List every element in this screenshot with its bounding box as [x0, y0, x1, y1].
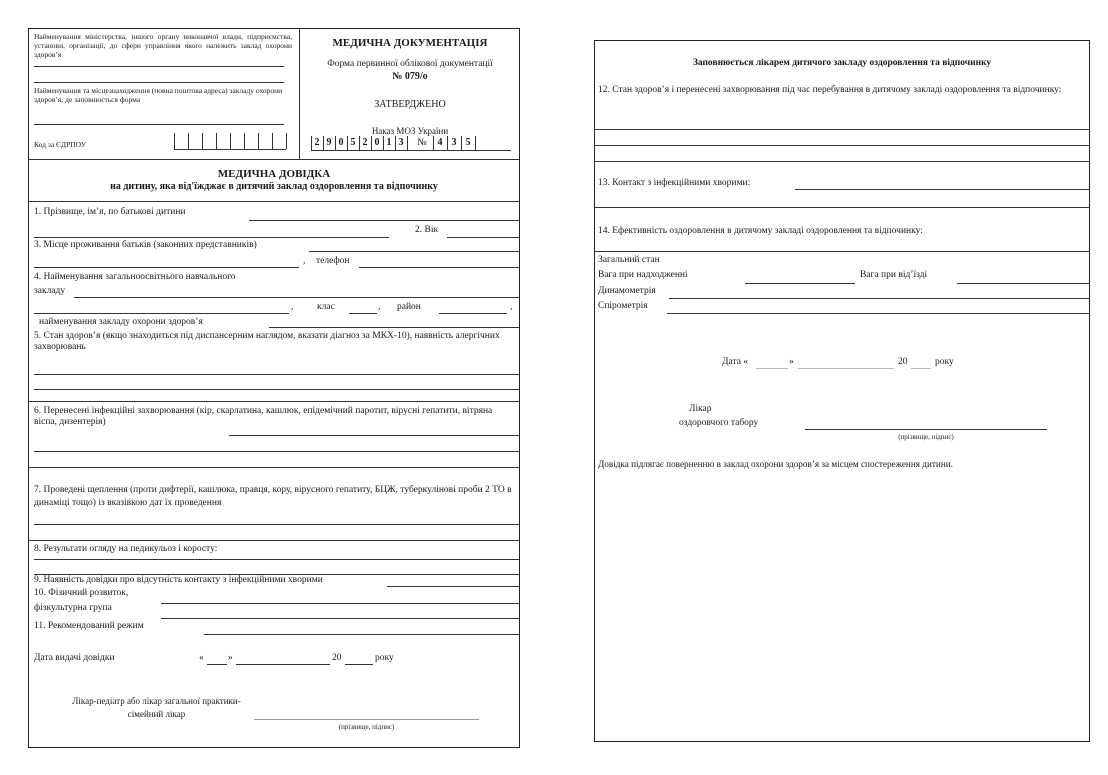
field-4-label-2: закладу — [34, 286, 66, 296]
field-5-label: 5. Стан здоров’я (якщо знаходиться під диспансерним наглядом, вказати діагноз за МКХ-10), наявність алергічних захворювань — [34, 331, 500, 352]
order-date-digit: 3 — [398, 137, 404, 148]
year-line[interactable] — [911, 368, 931, 369]
field-12-label: 12. Стан здоров’я і перенесені захворювання під час перебування в дитячому закладі оздоровлення та відпочинку: — [598, 85, 1062, 95]
order-number-digit: 5 — [465, 137, 471, 148]
district-line[interactable] — [439, 313, 507, 314]
field-6-label: 6. Перенесені інфекційні захворювання (кір, скарлатина, кашлюк, епідемічний паротит, вірусні гепатити, вітряна віспа, дизентерія) — [34, 406, 493, 427]
camp-doctor-label-2: оздоровчого табору — [679, 418, 759, 428]
order-date-digit: 9 — [326, 137, 332, 148]
weight-out-label: Вага при від’їзді — [860, 270, 928, 280]
phone-label: телефон — [316, 256, 350, 266]
field-12-line-3[interactable] — [595, 161, 1089, 162]
field-11-label: 11. Рекомендований режим — [34, 621, 144, 631]
dynamometry-label: Динамометрія — [598, 286, 656, 296]
doctor-label-2: сімейний лікар — [127, 709, 186, 719]
field-1-label: 1. Прізвище, ім’я, по батькові дитини — [34, 207, 186, 217]
month-line[interactable] — [798, 368, 894, 369]
section-divider — [29, 401, 519, 402]
quote-close: » — [789, 357, 794, 367]
comma: , — [378, 302, 381, 312]
comma: , — [510, 302, 513, 312]
doc-subtitle: на дитину, яка від'їжджає в дитячий заклад оздоровлення та відпочинку — [110, 181, 438, 192]
date-label: Дата « — [722, 357, 749, 367]
field-11-line[interactable] — [204, 634, 519, 635]
quote-open: « — [199, 653, 204, 663]
age-line[interactable] — [447, 237, 519, 238]
section-divider — [29, 467, 519, 468]
comma: , — [291, 302, 294, 312]
doctor-label: Лікар-педіатр або лікар загальної практики- — [72, 696, 241, 706]
month-line[interactable] — [236, 664, 330, 665]
school-line-2[interactable] — [34, 313, 289, 314]
signature-caption: (прізвище, підпис) — [338, 723, 395, 731]
field-8-label: 8. Результати огляду на педикульоз і коросту: — [34, 544, 218, 554]
year-prefix: 20 — [332, 653, 342, 663]
ministry-label: Найменування міністерства, іншого органу виконавчої влади, підприємства, установи, організації, до сфери управління якого належить заклад охорони здоров’я — [34, 32, 292, 59]
camp-doctor-label: Лікар — [689, 404, 712, 414]
spirometry-label: Спірометрія — [598, 301, 648, 311]
right-form-page — [594, 40, 1090, 742]
med-doc-title: МЕДИЧНА ДОКУМЕНТАЦІЯ — [332, 37, 488, 49]
facility-label: Найменування та місцезнаходження (повна поштова адреса) закладу охорони здоров’я, де заповнюється форма — [34, 86, 283, 104]
field-1-line-2[interactable] — [34, 237, 389, 238]
field-2-label: 2. Вік — [415, 225, 439, 235]
ministry-line-2[interactable] — [34, 82, 284, 83]
field-7-label: 7. Проведені щеплення (проти дифтерії, кашлюка, правця, кору, вірусного гепатиту, БЦЖ, туберкулінові проби 2 ТО в динаміці тощо) із вказівкою дат їх проведення — [34, 485, 512, 508]
year-suffix: року — [935, 357, 954, 367]
order-date-digit: 0 — [338, 137, 344, 148]
ministry-line[interactable] — [34, 66, 284, 67]
footer-note: Довідка підлягає поверненню в заклад охорони здоров’я за місцем спостереження дитини. — [598, 459, 953, 469]
day-line[interactable] — [756, 368, 788, 369]
field-9-label: 9. Наявність довідки про відсутність контакту з інфекційними хворими — [34, 575, 323, 585]
title-bottom-line — [29, 201, 519, 202]
field-6-line[interactable] — [229, 435, 519, 436]
field-9-line[interactable] — [387, 586, 519, 587]
year-suffix: року — [375, 653, 394, 663]
edrpou-label: Код за ЄДРПОУ — [34, 140, 86, 149]
field-5-line[interactable] — [34, 374, 519, 375]
facility-line[interactable] — [34, 124, 284, 125]
header-bottom-line — [29, 159, 519, 160]
field-13-line-2[interactable] — [595, 207, 1089, 208]
field-13-line[interactable] — [795, 189, 1089, 190]
doc-title: МЕДИЧНА ДОВІДКА — [217, 168, 331, 180]
order-number-digit: 3 — [451, 137, 457, 148]
order-label: Наказ МОЗ України — [371, 126, 449, 136]
day-line[interactable] — [207, 664, 227, 665]
field-14-label: 14. Ефективність оздоровлення в дитячому закладі оздоровлення та відпочинку: — [598, 226, 923, 236]
field-4-label: 4. Найменування загальноосвітнього навчального — [34, 272, 236, 282]
field-10-line-2[interactable] — [161, 618, 519, 619]
camp-signature-line[interactable] — [805, 429, 1047, 430]
header-divider — [299, 29, 300, 159]
field-14-line[interactable] — [595, 251, 1089, 252]
field-7-line[interactable] — [34, 524, 519, 525]
weight-in-line[interactable] — [745, 283, 855, 284]
field-1-line[interactable] — [249, 220, 519, 221]
issue-date-label: Дата видачі довідки — [34, 653, 115, 663]
edrpou-code-boxes[interactable] — [174, 133, 286, 150]
quote-close: » — [228, 653, 233, 663]
field-5-line-2[interactable] — [34, 389, 519, 390]
year-prefix: 20 — [898, 357, 908, 367]
weight-out-line[interactable] — [957, 283, 1089, 284]
dynamometry-line[interactable] — [669, 298, 1089, 299]
section-divider — [29, 540, 519, 541]
field-6-line-2[interactable] — [34, 451, 519, 452]
phone-line[interactable] — [359, 267, 519, 268]
general-state-label: Загальний стан — [598, 255, 660, 265]
order-date-digit: 0 — [374, 137, 380, 148]
camp-signature-caption: (прізвище, підпис) — [898, 433, 954, 441]
field-10-label-2: фізкультурна група — [34, 603, 112, 613]
order-date-digit: 1 — [386, 137, 392, 148]
comma: , — [303, 256, 306, 266]
school-line[interactable] — [74, 297, 519, 298]
spirometry-line[interactable] — [667, 313, 1089, 314]
year-line[interactable] — [345, 664, 373, 665]
field-12-line[interactable] — [595, 129, 1089, 130]
form-line: Форма первинної облікової документації — [327, 59, 493, 69]
order-date-digit: 5 — [350, 137, 356, 148]
class-line[interactable] — [349, 313, 377, 314]
order-date-number — [311, 136, 511, 151]
field-3-label: 3. Місце проживання батьків (законних представників) — [34, 240, 257, 250]
order-number-digit: 4 — [437, 137, 443, 148]
field-10-line[interactable] — [161, 603, 519, 604]
field-8-line[interactable] — [34, 559, 519, 560]
order-date-digit: 2 — [362, 137, 368, 148]
field-13-label: 13. Контакт з інфекційними хворими: — [598, 178, 751, 188]
health-facility-line[interactable] — [269, 327, 519, 328]
form-number: № 079/о — [392, 71, 428, 82]
weight-in-label: Вага при надходженні — [598, 270, 688, 280]
field-12-line-2[interactable] — [595, 145, 1089, 146]
order-number-symbol: № — [417, 137, 427, 148]
right-header: Заповнюється лікарем дитячого закладу оздоровлення та відпочинку — [692, 58, 992, 68]
field-10-label: 10. Фізичний розвиток, — [34, 588, 129, 598]
class-label: клас — [317, 302, 335, 312]
field-3-line[interactable] — [309, 251, 519, 252]
signature-line[interactable] — [254, 719, 479, 720]
district-label: район — [397, 302, 421, 312]
order-date-digit: 2 — [314, 137, 320, 148]
left-form-page — [28, 28, 520, 748]
field-4-sub-label: найменування закладу охорони здоров’я — [39, 317, 203, 327]
approved-label: ЗАТВЕРДЖЕНО — [374, 99, 446, 110]
field-3-line-2[interactable] — [34, 267, 299, 268]
